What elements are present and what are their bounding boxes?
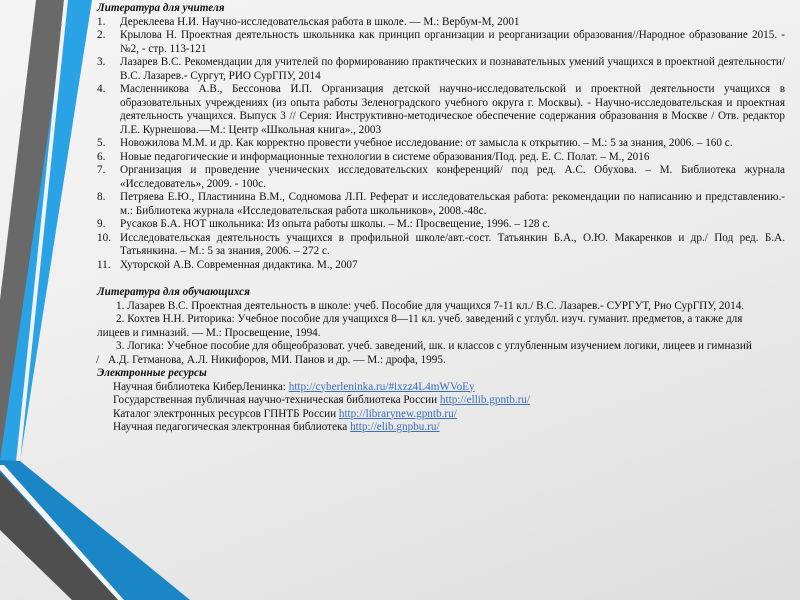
list-item — [97, 56, 785, 83]
electronic-resources-heading: Электронные ресурсы — [97, 367, 207, 379]
item-number: 8. — [97, 191, 106, 203]
resource-label: Научная педагогическая электронная библиотека — [113, 421, 351, 433]
student-item-2: 2. Кохтев Н.Н. Риторика: Учебное пособие для учащихся 8—11 кл. учеб. заведений с углубл. изуч. гуманит. предметов, а также для — [116, 313, 743, 325]
item-number: 2. — [97, 29, 106, 41]
resource-item — [97, 421, 785, 435]
list-item — [97, 137, 785, 151]
item-number: 1. — [97, 15, 106, 28]
resource-link-cyberleninka[interactable]: http://cyberleninka.ru/#ixzz4L4mWVoEy — [288, 380, 475, 393]
item-number: 4. — [97, 83, 106, 95]
item-number: 5. — [97, 137, 106, 149]
resource-link-librarynew-gpntb[interactable]: http://librarynew.gpntb.ru/ — [338, 407, 457, 420]
resource-item — [97, 394, 785, 408]
student-item-3: 3. Логика: Учебное пособие для общеобразоват. учеб. заведений, шк. и классов с углубленным изучением логики, лицеев и гимназий — [116, 340, 752, 352]
item-number: 3. — [97, 56, 106, 68]
resource-label: Государственная публичная научно-техническая библиотека России — [113, 394, 440, 406]
list-item — [97, 83, 785, 137]
resource-item — [97, 381, 785, 395]
teacher-literature-list — [97, 16, 785, 273]
student-literature-heading: Литература для обучающихся — [97, 286, 250, 298]
bibliography-content — [97, 2, 785, 435]
item-text: Крылова Н. Проектная деятельность школьника как принцип организации и реорганизации образования//Народное образование 2015. - №2, - стр. 113-121 — [120, 29, 785, 55]
student-item-3-continued — [97, 354, 785, 368]
teacher-literature-heading: Литература для учителя — [97, 2, 225, 14]
student-item-2-continued: лицеев и гимназий. — М.: Просвещение, 1994. — [97, 326, 321, 339]
list-item — [97, 16, 785, 30]
resource-item — [97, 408, 785, 422]
list-item — [97, 259, 785, 273]
item-text: Исследовательская деятельность учащихся в профильной школе/авт.-сост. Татьянкин Б.А., О.Ю. Макаренков и др./ Под ред. Б.А. Татьянкина. – М.: 5 за знания, 2006. – 272 с. — [120, 231, 785, 257]
list-item — [97, 232, 785, 259]
resource-link-elib-gnpbu[interactable]: http://elib.gnpbu.ru/ — [350, 421, 440, 433]
resource-label: Каталог электронных ресурсов ГПНТБ России — [113, 407, 339, 420]
item-text: Петряева Е.Ю., Пластинина В.М., Содномова Л.П. Реферат и исследовательская работа: рекомендации по написанию и представлению.- м.: Библиотека журнала «Исследовательская работа школьников», 2008.-48с. — [120, 191, 785, 217]
item-number: 7. — [97, 164, 106, 176]
gray-diagonal-shape — [0, 472, 118, 600]
gray-stripe-shape — [0, 0, 64, 470]
item-text: Русаков Б.А. НОТ школьника: Из опыта работы школы. – М.: Просвещение, 1996. – 128 с. — [120, 218, 551, 230]
item-number: 9. — [97, 218, 106, 230]
list-item — [97, 218, 785, 232]
item-text: Лазарев В.С. Рекомендации для учителей по формированию практических и познавательных умений учащихся в проектной деятельности/ В.С. Лазарев.- Сургут, РИО СурГПУ, 2014 — [120, 56, 785, 82]
item-text: Организация и проведение ученических исследовательских конференций/ под ред. А.С. Обухова. – М. Библиотека журнала «Исследователь», 2009. - 100с. — [120, 164, 785, 190]
item-text: Масленникова А.В., Бессонова И.П. Организация детской научно-исследовательской и проектной деятельности учащихся в образовательных учреждениях (из опыта работы Зеленоградского учебного округа г. Москвы). - Научно-исследовательская и проектная деятельность учащихся. Выпуск 3 // Серия: Инструктивно-методическое обеспечение содержания образования в Москве / Отв. редактор Л.Е. Курнешова.—М.: Центр «Школьная книга»., 2003 — [120, 83, 785, 136]
item-text: Новожилова М.М. и др. Как корректно провести учебное исследование: от замысла к открытию. – М.: 5 за знания, 2006. – 160 с. — [120, 137, 733, 149]
student-item-1: 1. Лазарев В.С. Проектная деятельность в школе: учеб. Пособие для учащихся 7-11 кл./ В.С. Лазарев.- СУРГУТ, Рио СурГПУ, 2014. — [116, 299, 745, 312]
list-item — [97, 151, 785, 165]
item-text: Новые педагогические и информационные технологии в системе образования/Под. ред. Е. С. Полат. – М., 2016 — [120, 150, 650, 163]
item-number: 11. — [97, 258, 111, 271]
blue-stripe-shape — [0, 0, 92, 462]
list-item — [97, 164, 785, 191]
resource-link-ellib-gpntb[interactable]: http://ellib.gpntb.ru/ — [439, 394, 531, 406]
item-text: Дереклеева Н.И. Научно-исследовательская работа в школе. — М.: Вербум-М, 2001 — [120, 15, 520, 28]
spacer — [97, 272, 785, 286]
slash-mark: / — [96, 353, 100, 366]
blue-diagonal-shape — [0, 460, 190, 600]
item-number: 10. — [97, 231, 111, 244]
item-text: Хуторской А.В. Современная дидактика. М., 2007 — [120, 258, 358, 271]
list-item — [97, 191, 785, 218]
resource-label: Научная библиотека КиберЛенинка: — [113, 380, 289, 393]
list-item — [97, 29, 785, 56]
student-item-3-authors: А.Д. Гетманова, А.Л. Никифоров, МИ. Панов и др. — М.: дрофа, 1995. — [108, 353, 446, 366]
item-number: 6. — [97, 150, 106, 163]
